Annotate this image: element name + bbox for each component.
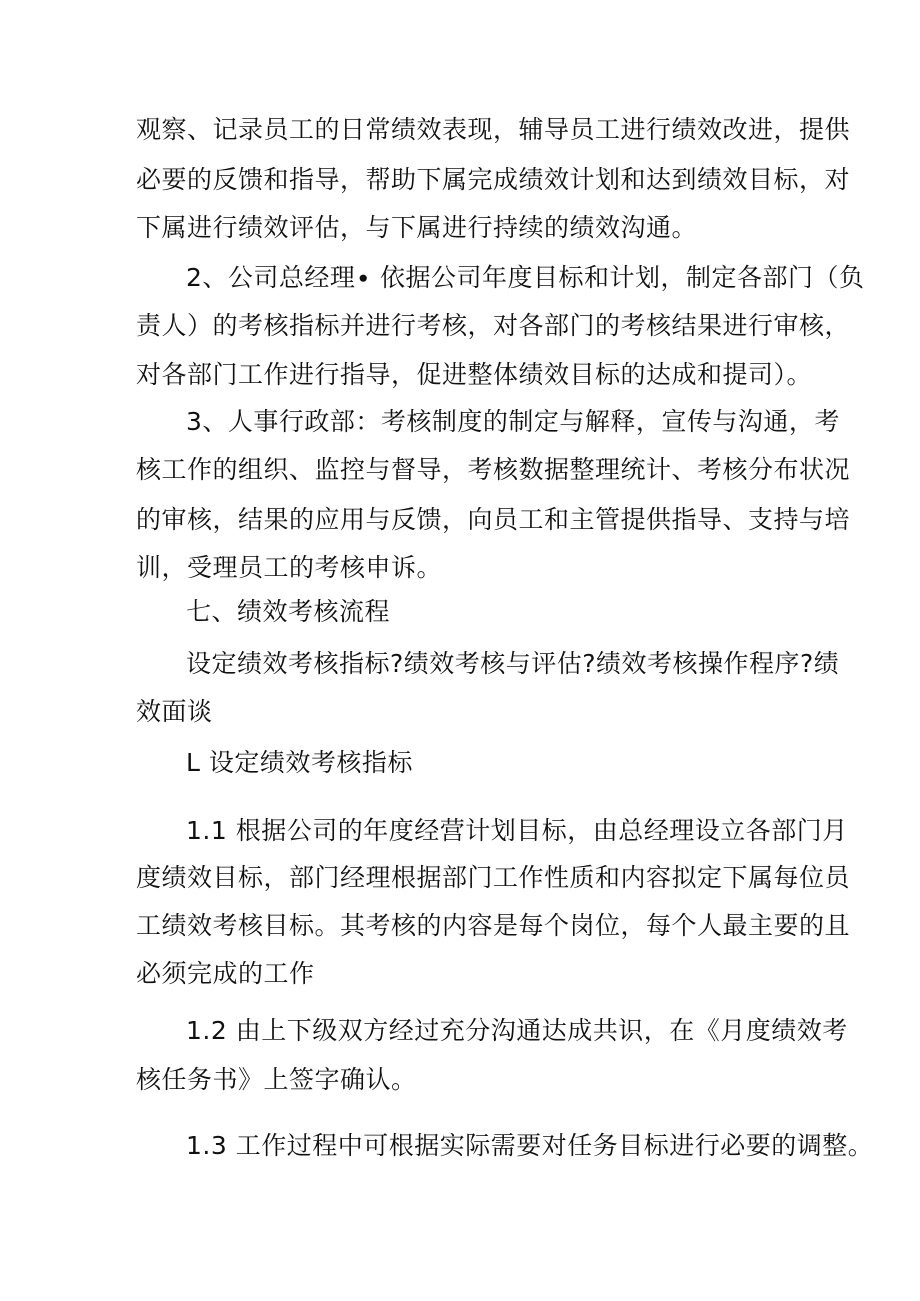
text-line: 责人）的考核指标并进行考核，对各部门的考核结果进行审核， xyxy=(136,311,851,340)
text-line: 工绩效考核目标。其考核的内容是每个岗位，每个人最主要的且 xyxy=(136,911,851,940)
text-line: 3、人事行政部：考核制度的制定与解释，宣传与沟通，考 xyxy=(186,407,840,436)
text-line: 核任务书》上签字确认。 xyxy=(136,1065,417,1094)
text-line: 对各部门工作进行指导，促进整体绩效目标的达成和提司）。 xyxy=(136,360,813,389)
text-line: 训，受理员工的考核申诉。 xyxy=(136,553,443,582)
text-line: 下属进行绩效评估，与下属进行持续的绩效沟通。 xyxy=(136,213,698,242)
text-line: 核工作的组织、监控与督导，考核数据整理统计、考核分布状况 xyxy=(136,455,851,484)
text-line: 1.1 根据公司的年度经营计划目标，由总经理设立各部门月 xyxy=(186,816,848,845)
text-line: 设定绩效考核指标?绩效考核与评估?绩效考核操作程序?绩 xyxy=(186,649,840,678)
text-line: 的审核，结果的应用与反馈，向员工和主管提供指导、支持与培 xyxy=(136,505,851,534)
text-line: 2、公司总经理∙ 依据公司年度目标和计划，制定各部门（负 xyxy=(186,263,865,292)
text-line: 观察、记录员工的日常绩效表现，辅导员工进行绩效改进，提供 xyxy=(136,115,851,144)
text-line: 必须完成的工作 xyxy=(136,959,315,988)
text-line: 1.3 工作过程中可根据实际需要对任务目标进行必要的调整。 xyxy=(186,1131,874,1160)
text-line: 度绩效目标，部门经理根据部门工作性质和内容拟定下属每位员 xyxy=(136,863,851,892)
step-heading: L 设定绩效考核指标 xyxy=(186,748,413,777)
section-heading: 七、绩效考核流程 xyxy=(186,597,391,626)
text-line: 1.2 由上下级双方经过充分沟通达成共识，在《月度绩效考 xyxy=(186,1016,848,1045)
text-line: 必要的反馈和指导，帮助下属完成绩效计划和达到绩效目标，对 xyxy=(136,165,851,194)
text-line: 效面谈 xyxy=(136,697,213,726)
